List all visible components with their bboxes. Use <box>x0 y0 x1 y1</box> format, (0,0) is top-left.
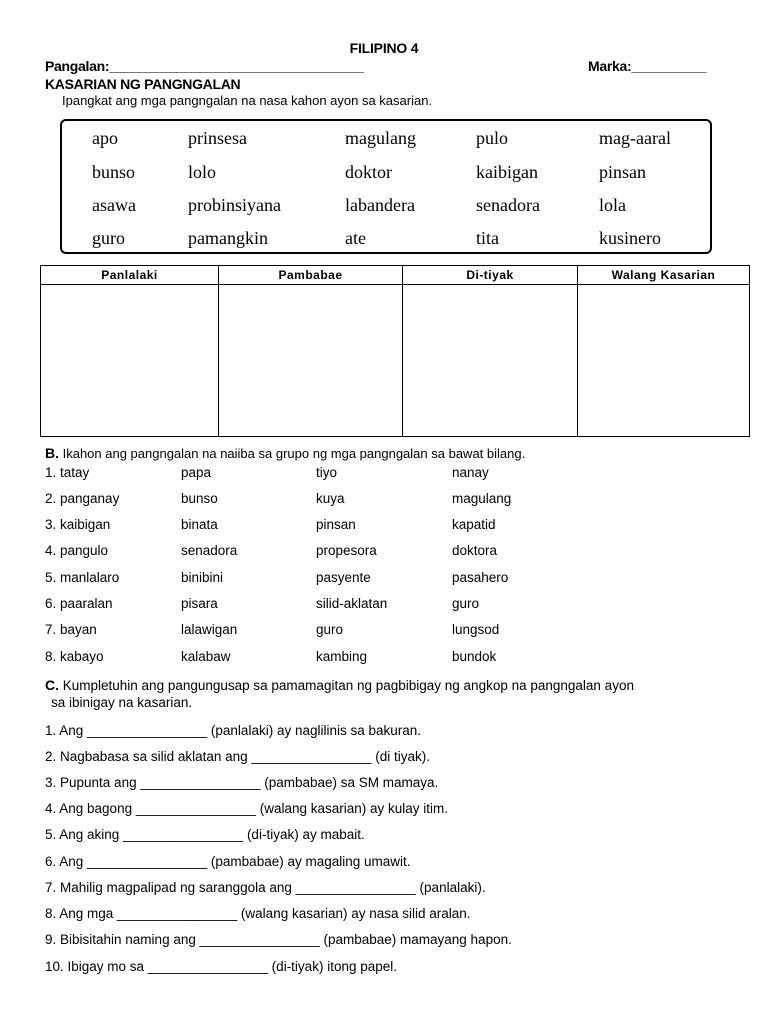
item-word[interactable]: binata <box>181 517 218 532</box>
item-word[interactable]: bundok <box>452 649 497 664</box>
word-item: pinsan <box>599 162 646 182</box>
word-item: pulo <box>476 128 509 148</box>
category-table <box>40 265 750 437</box>
section-c-letter: C. <box>45 677 59 693</box>
item-word[interactable]: kambing <box>316 649 368 664</box>
item-word[interactable]: binibini <box>181 570 224 585</box>
word-item: labandera <box>345 195 415 215</box>
word-item: guro <box>92 228 125 248</box>
answer-cell-walang-kasarian[interactable] <box>578 285 750 437</box>
section-b-instruction <box>45 445 525 461</box>
answer-cell-panlalaki[interactable] <box>41 285 219 437</box>
fill-in-item[interactable]: 2. Nagbabasa sa silid aklatan ang ________________ (di tiyak). <box>45 749 431 764</box>
answer-cell-pambabae[interactable] <box>219 285 403 437</box>
item-word[interactable]: silid-aklatan <box>316 596 388 611</box>
section-a-title: KASARIAN NG PANGNGALAN <box>45 76 241 92</box>
list-item <box>0 596 768 616</box>
item-word[interactable]: propesora <box>316 543 377 558</box>
fill-in-item[interactable]: 3. Pupunta ang ________________ (pambabae) sa SM mamaya. <box>45 775 439 790</box>
word-item: lola <box>599 195 626 215</box>
item-word[interactable]: kapatid <box>452 517 496 532</box>
grade-field[interactable]: Marka:__________ <box>588 58 707 74</box>
list-item <box>0 465 768 485</box>
item-word[interactable]: papa <box>181 465 212 480</box>
item-word[interactable]: pinsan <box>316 517 356 532</box>
word-item: apo <box>92 128 118 148</box>
item-word[interactable]: doktora <box>452 543 498 558</box>
item-word[interactable]: kuya <box>316 491 345 506</box>
list-item <box>0 491 768 511</box>
fill-in-item[interactable]: 9. Bibisitahin naming ang ________________ (pambabae) mamayang hapon. <box>45 932 512 947</box>
word-item: doktor <box>345 162 392 182</box>
section-c-instruction <box>45 677 634 711</box>
item-word[interactable]: 7. bayan <box>45 622 97 637</box>
fill-in-item[interactable]: 4. Ang bagong ________________ (walang kasarian) ay kulay itim. <box>45 801 449 816</box>
item-word[interactable]: 2. panganay <box>45 491 120 506</box>
list-item <box>0 517 768 537</box>
section-a-instruction: Ipangkat ang mga pangngalan na nasa kahon ayon sa kasarian. <box>62 93 433 108</box>
header-pambabae: Pambabae <box>219 266 403 285</box>
word-item: kusinero <box>599 228 661 248</box>
word-item: bunso <box>92 162 136 182</box>
section-c-text-line1: Kumpletuhin ang pangungusap sa pamamagitan ng pagbibigay ng angkop na pangngalan ayon <box>59 678 634 693</box>
item-word[interactable]: pasahero <box>452 570 509 585</box>
item-word[interactable]: tiyo <box>316 465 338 480</box>
section-b-text: Ikahon ang pangngalan na naiiba sa grupo ng mga pangngalan sa bawat bilang. <box>59 446 526 461</box>
word-item: kaibigan <box>476 162 538 182</box>
item-word[interactable]: bunso <box>181 491 218 506</box>
header-di-tiyak: Di-tiyak <box>403 266 578 285</box>
word-item: ate <box>345 228 366 248</box>
item-word[interactable]: pisara <box>181 596 218 611</box>
list-item <box>0 543 768 563</box>
item-word[interactable]: magulang <box>452 491 512 506</box>
item-word[interactable]: guro <box>316 622 344 637</box>
fill-in-item[interactable]: 8. Ang mga ________________ (walang kasarian) ay nasa silid aralan. <box>45 906 471 921</box>
fill-in-item[interactable]: 6. Ang ________________ (pambabae) ay magaling umawit. <box>45 854 411 869</box>
item-word[interactable]: 5. manlalaro <box>45 570 120 585</box>
item-word[interactable]: 3. kaibigan <box>45 517 111 532</box>
item-word[interactable]: guro <box>452 596 480 611</box>
word-item: prinsesa <box>188 128 247 148</box>
list-item <box>0 649 768 669</box>
word-item: probinsiyana <box>188 195 281 215</box>
header-panlalaki: Panlalaki <box>41 266 219 285</box>
fill-in-item[interactable]: 7. Mahilig magpalipad ng saranggola ang ________________ (panlalaki). <box>45 880 486 895</box>
word-item: magulang <box>345 128 416 148</box>
name-field[interactable]: Pangalan:__________________________________ <box>45 58 364 74</box>
word-item: lolo <box>188 162 217 182</box>
header-walang-kasarian: Walang Kasarian <box>578 266 750 285</box>
item-word[interactable]: lungsod <box>452 622 500 637</box>
item-word[interactable]: kalabaw <box>181 649 231 664</box>
item-word[interactable]: 6. paaralan <box>45 596 113 611</box>
section-c-text-line2: sa ibinigay na kasarian. <box>51 695 193 710</box>
item-word[interactable]: lalawigan <box>181 622 238 637</box>
list-item <box>0 570 768 590</box>
word-item: tita <box>476 228 499 248</box>
item-word[interactable]: senadora <box>181 543 238 558</box>
item-word[interactable]: 1. tatay <box>45 465 90 480</box>
item-word[interactable]: pasyente <box>316 570 371 585</box>
word-box <box>60 119 712 254</box>
item-word[interactable]: 8. kabayo <box>45 649 104 664</box>
fill-in-item[interactable]: 10. Ibigay mo sa ________________ (di-tiyak) itong papel. <box>45 959 397 974</box>
item-word[interactable]: 4. pangulo <box>45 543 109 558</box>
word-item: mag-aaral <box>599 128 671 148</box>
fill-in-item[interactable]: 5. Ang aking ________________ (di-tiyak) ay mabait. <box>45 827 365 842</box>
list-item <box>0 622 768 642</box>
item-word[interactable]: nanay <box>452 465 489 480</box>
fill-in-item[interactable]: 1. Ang ________________ (panlalaki) ay naglilinis sa bakuran. <box>45 723 422 738</box>
section-b-letter: B. <box>45 445 59 461</box>
word-item: pamangkin <box>188 228 268 248</box>
word-item: senadora <box>476 195 540 215</box>
worksheet-title: FILIPINO 4 <box>349 40 419 56</box>
answer-cell-di-tiyak[interactable] <box>403 285 578 437</box>
word-item: asawa <box>92 195 136 215</box>
